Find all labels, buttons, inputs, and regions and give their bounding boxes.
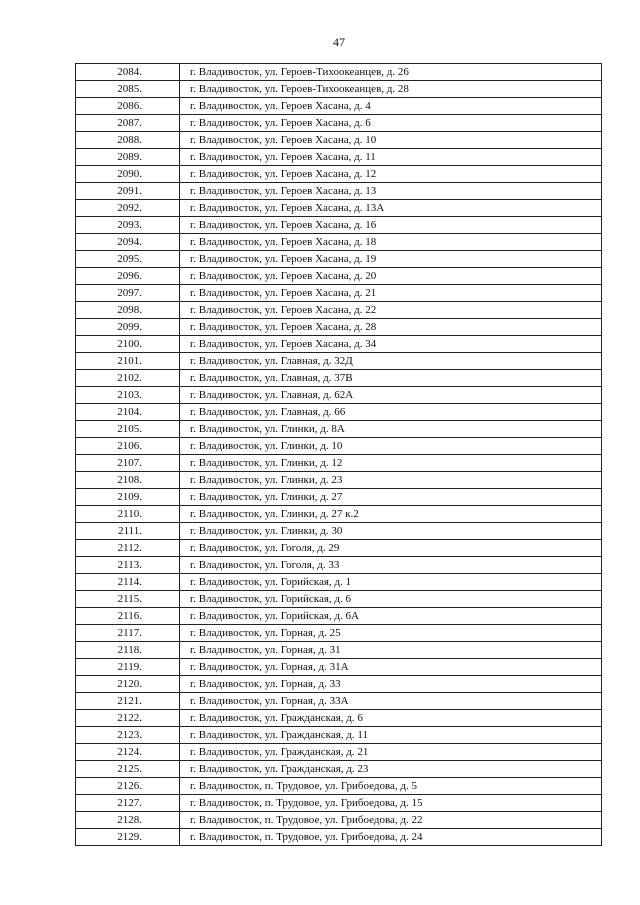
table-row <box>76 166 602 183</box>
row-address: г. Владивосток, ул. Гражданская, д. 6 <box>180 710 602 727</box>
table-row <box>76 608 602 625</box>
table-row <box>76 336 602 353</box>
table-row <box>76 268 602 285</box>
row-address: г. Владивосток, ул. Героев Хасана, д. 11 <box>180 149 602 166</box>
row-number: 2108. <box>76 472 180 489</box>
table-row <box>76 81 602 98</box>
row-number: 2128. <box>76 812 180 829</box>
row-number: 2094. <box>76 234 180 251</box>
table-row <box>76 506 602 523</box>
table-row <box>76 404 602 421</box>
table-row <box>76 183 602 200</box>
table-row <box>76 574 602 591</box>
table-row <box>76 234 602 251</box>
row-address: г. Владивосток, ул. Глинки, д. 30 <box>180 523 602 540</box>
row-address: г. Владивосток, ул. Горная, д. 25 <box>180 625 602 642</box>
table-row <box>76 98 602 115</box>
row-number: 2095. <box>76 251 180 268</box>
table-row <box>76 472 602 489</box>
row-address: г. Владивосток, п. Трудовое, ул. Грибоедова, д. 15 <box>180 795 602 812</box>
table-row <box>76 710 602 727</box>
row-number: 2105. <box>76 421 180 438</box>
row-address: г. Владивосток, п. Трудовое, ул. Грибоедова, д. 22 <box>180 812 602 829</box>
row-number: 2127. <box>76 795 180 812</box>
page-number: 47 <box>333 35 345 49</box>
row-number: 2093. <box>76 217 180 234</box>
row-address: г. Владивосток, ул. Главная, д. 32Д <box>180 353 602 370</box>
row-address: г. Владивосток, ул. Гражданская, д. 11 <box>180 727 602 744</box>
row-address: г. Владивосток, ул. Глинки, д. 23 <box>180 472 602 489</box>
row-address: г. Владивосток, ул. Главная, д. 62А <box>180 387 602 404</box>
row-number: 2102. <box>76 370 180 387</box>
row-address: г. Владивосток, ул. Героев Хасана, д. 4 <box>180 98 602 115</box>
table-row <box>76 812 602 829</box>
row-address: г. Владивосток, ул. Гражданская, д. 23 <box>180 761 602 778</box>
row-number: 2124. <box>76 744 180 761</box>
row-number: 2100. <box>76 336 180 353</box>
table-row <box>76 285 602 302</box>
row-number: 2089. <box>76 149 180 166</box>
row-number: 2109. <box>76 489 180 506</box>
table-row <box>76 523 602 540</box>
table-row <box>76 64 602 81</box>
table-row <box>76 302 602 319</box>
row-number: 2107. <box>76 455 180 472</box>
table-row <box>76 761 602 778</box>
row-number: 2086. <box>76 98 180 115</box>
row-address: г. Владивосток, ул. Героев Хасана, д. 19 <box>180 251 602 268</box>
row-address: г. Владивосток, ул. Горийская, д. 6 <box>180 591 602 608</box>
row-number: 2113. <box>76 557 180 574</box>
row-number: 2114. <box>76 574 180 591</box>
row-address: г. Владивосток, ул. Героев Хасана, д. 34 <box>180 336 602 353</box>
table-row <box>76 676 602 693</box>
row-number: 2118. <box>76 642 180 659</box>
table-row <box>76 557 602 574</box>
table-row <box>76 659 602 676</box>
row-address: г. Владивосток, ул. Героев Хасана, д. 21 <box>180 285 602 302</box>
table-row <box>76 642 602 659</box>
table-row <box>76 387 602 404</box>
row-number: 2085. <box>76 81 180 98</box>
row-number: 2087. <box>76 115 180 132</box>
row-number: 2106. <box>76 438 180 455</box>
row-address: г. Владивосток, ул. Героев Хасана, д. 13А <box>180 200 602 217</box>
row-address: г. Владивосток, п. Трудовое, ул. Грибоедова, д. 24 <box>180 829 602 846</box>
row-number: 2092. <box>76 200 180 217</box>
row-number: 2125. <box>76 761 180 778</box>
row-address: г. Владивосток, ул. Главная, д. 37В <box>180 370 602 387</box>
row-address: г. Владивосток, ул. Героев Хасана, д. 20 <box>180 268 602 285</box>
row-number: 2123. <box>76 727 180 744</box>
row-number: 2119. <box>76 659 180 676</box>
row-address: г. Владивосток, ул. Гоголя, д. 33 <box>180 557 602 574</box>
table-row <box>76 353 602 370</box>
table-row <box>76 591 602 608</box>
row-address: г. Владивосток, ул. Героев Хасана, д. 13 <box>180 183 602 200</box>
row-number: 2104. <box>76 404 180 421</box>
address-table <box>75 63 602 846</box>
row-number: 2099. <box>76 319 180 336</box>
table-row <box>76 132 602 149</box>
row-address: г. Владивосток, ул. Горная, д. 31 <box>180 642 602 659</box>
row-number: 2115. <box>76 591 180 608</box>
row-number: 2101. <box>76 353 180 370</box>
table-row <box>76 795 602 812</box>
address-table-body <box>76 64 602 846</box>
row-number: 2096. <box>76 268 180 285</box>
row-address: г. Владивосток, ул. Горийская, д. 1 <box>180 574 602 591</box>
row-number: 2097. <box>76 285 180 302</box>
row-address: г. Владивосток, ул. Горная, д. 31А <box>180 659 602 676</box>
row-address: г. Владивосток, ул. Гоголя, д. 29 <box>180 540 602 557</box>
row-address: г. Владивосток, ул. Горная, д. 33А <box>180 693 602 710</box>
row-number: 2088. <box>76 132 180 149</box>
table-row <box>76 727 602 744</box>
table-row <box>76 744 602 761</box>
row-address: г. Владивосток, ул. Героев Хасана, д. 6 <box>180 115 602 132</box>
row-number: 2090. <box>76 166 180 183</box>
row-address: г. Владивосток, ул. Героев Хасана, д. 16 <box>180 217 602 234</box>
row-number: 2116. <box>76 608 180 625</box>
row-address: г. Владивосток, ул. Глинки, д. 10 <box>180 438 602 455</box>
table-row <box>76 200 602 217</box>
row-number: 2126. <box>76 778 180 795</box>
table-row <box>76 115 602 132</box>
row-address: г. Владивосток, ул. Глинки, д. 27 <box>180 489 602 506</box>
table-row <box>76 217 602 234</box>
table-row <box>76 829 602 846</box>
row-address: г. Владивосток, ул. Гражданская, д. 21 <box>180 744 602 761</box>
row-address: г. Владивосток, ул. Глинки, д. 12 <box>180 455 602 472</box>
table-row <box>76 370 602 387</box>
row-address: г. Владивосток, п. Трудовое, ул. Грибоедова, д. 5 <box>180 778 602 795</box>
row-address: г. Владивосток, ул. Героев Хасана, д. 22 <box>180 302 602 319</box>
row-number: 2121. <box>76 693 180 710</box>
row-number: 2084. <box>76 64 180 81</box>
row-address: г. Владивосток, ул. Главная, д. 66 <box>180 404 602 421</box>
row-number: 2110. <box>76 506 180 523</box>
row-address: г. Владивосток, ул. Героев Хасана, д. 28 <box>180 319 602 336</box>
row-number: 2091. <box>76 183 180 200</box>
table-row <box>76 251 602 268</box>
row-address: г. Владивосток, ул. Героев-Тихоокеанцев, д. 26 <box>180 64 602 81</box>
table-row <box>76 421 602 438</box>
row-address: г. Владивосток, ул. Глинки, д. 8А <box>180 421 602 438</box>
row-number: 2111. <box>76 523 180 540</box>
table-row <box>76 319 602 336</box>
row-number: 2112. <box>76 540 180 557</box>
table-row <box>76 489 602 506</box>
row-number: 2120. <box>76 676 180 693</box>
row-address: г. Владивосток, ул. Горийская, д. 6А <box>180 608 602 625</box>
table-row <box>76 778 602 795</box>
row-address: г. Владивосток, ул. Горная, д. 33 <box>180 676 602 693</box>
table-row <box>76 149 602 166</box>
table-row <box>76 540 602 557</box>
row-number: 2117. <box>76 625 180 642</box>
row-address: г. Владивосток, ул. Глинки, д. 27 к.2 <box>180 506 602 523</box>
row-address: г. Владивосток, ул. Героев-Тихоокеанцев, д. 28 <box>180 81 602 98</box>
row-number: 2098. <box>76 302 180 319</box>
row-address: г. Владивосток, ул. Героев Хасана, д. 18 <box>180 234 602 251</box>
table-row <box>76 693 602 710</box>
row-number: 2129. <box>76 829 180 846</box>
table-row <box>76 438 602 455</box>
row-address: г. Владивосток, ул. Героев Хасана, д. 12 <box>180 166 602 183</box>
row-number: 2103. <box>76 387 180 404</box>
row-number: 2122. <box>76 710 180 727</box>
table-row <box>76 625 602 642</box>
table-row <box>76 455 602 472</box>
row-address: г. Владивосток, ул. Героев Хасана, д. 10 <box>180 132 602 149</box>
